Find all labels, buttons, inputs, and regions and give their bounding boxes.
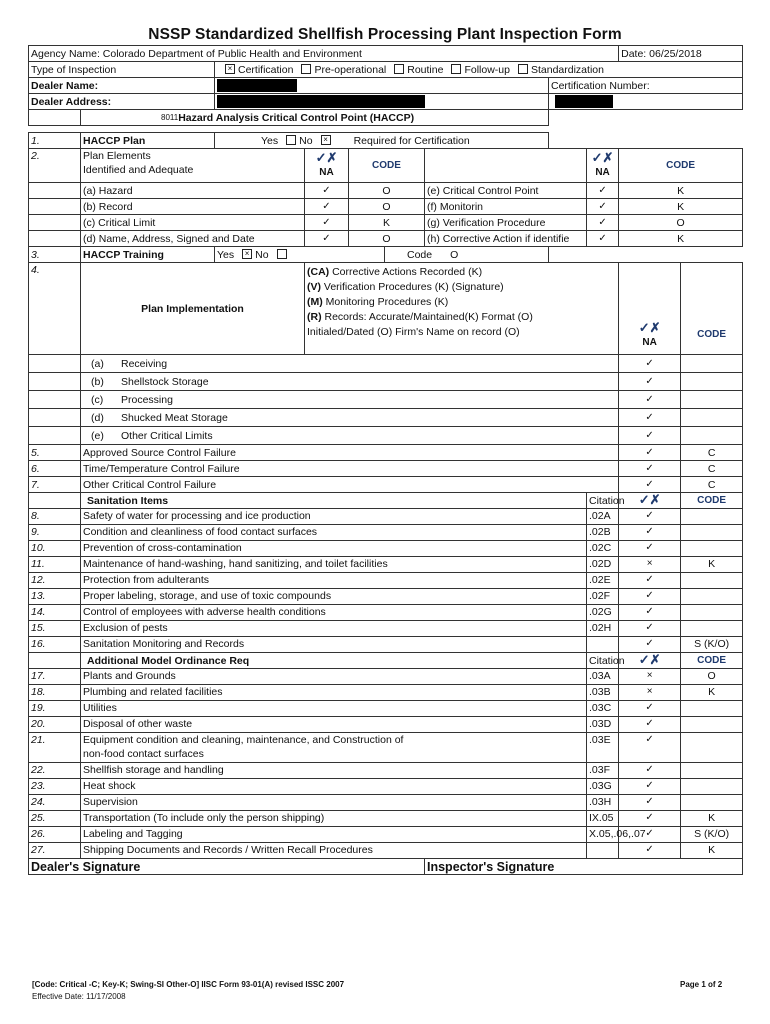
item-code: [681, 701, 743, 717]
item-label-cell: [81, 573, 587, 589]
item-label-cell: [81, 733, 587, 763]
date-value: 06/25/2018: [649, 47, 702, 60]
item-citation: .03G: [587, 779, 619, 795]
check-x-icon: ✓✗: [638, 320, 661, 335]
item-check: ✓: [619, 589, 681, 605]
item-code: S (K/O): [681, 637, 743, 653]
item-code: [681, 409, 743, 427]
item-label: Control of employees with adverse health conditions: [83, 606, 326, 618]
item-label-cell: [81, 509, 587, 525]
item-label-cell: [81, 621, 587, 637]
item-code: S (K/O): [681, 827, 743, 843]
row-number: 24.: [29, 795, 81, 811]
item-label: Shellfish storage and handling: [83, 764, 224, 776]
item-citation: .02H: [587, 621, 619, 637]
type-checkbox-4[interactable]: [518, 64, 528, 74]
implementation-note: [307, 280, 616, 295]
blank: [29, 355, 81, 373]
item-check: ✓: [619, 355, 681, 373]
row-number: 6.: [29, 461, 81, 477]
item-citation: .03E: [587, 733, 619, 763]
item-label: Transportation (To include only the person shipping): [83, 812, 325, 824]
item-check: ✓: [619, 733, 681, 763]
note-text: Verification Procedures (K) (Signature): [321, 281, 504, 293]
row-number: 23.: [29, 779, 81, 795]
implementation-item: [81, 373, 619, 391]
item-citation: .03C: [587, 701, 619, 717]
code-header: CODE: [681, 263, 743, 355]
form-title: NSSP Standardized Shellfish Processing Plant Inspection Form: [148, 26, 622, 43]
item-citation: .02C: [587, 541, 619, 557]
row-number: 17.: [29, 669, 81, 685]
blank: [29, 183, 81, 199]
item-code: K: [681, 843, 743, 859]
footer-codes: [Code: Critical -C; Key-K; Swing-SI Other-O] IISC Form 93-01(A) revised ISSC 2007: [32, 980, 345, 989]
item-label: Condition and cleanliness of food contact surfaces: [83, 526, 318, 538]
check-x-header: [619, 653, 681, 669]
failure-check: ✓: [619, 477, 681, 493]
na-label: NA: [595, 167, 610, 178]
item-check: ✓: [619, 717, 681, 733]
blank: [29, 493, 81, 509]
plan-elements-line1: Plan Elements: [83, 150, 151, 162]
check-x-header: [619, 493, 681, 509]
no-checkbox[interactable]: ×: [321, 135, 331, 145]
type-label-0: Certification: [238, 63, 294, 76]
haccp-training-answer: [215, 247, 385, 263]
dealer-name-value: [215, 78, 549, 94]
dealer-name-label: Dealer Name:: [29, 78, 215, 94]
row-number: 20.: [29, 717, 81, 733]
failure-check: ✓: [619, 461, 681, 477]
note-text: Initialed/Dated (O) Firm's Name on record (O): [307, 326, 520, 338]
row-number: 13.: [29, 589, 81, 605]
item-label-cell: [81, 701, 587, 717]
row-number: 1.: [29, 133, 81, 149]
implementation-item: [81, 355, 619, 373]
item-label: Prevention of cross-contamination: [83, 542, 242, 554]
item-label: Heat shock: [83, 780, 136, 792]
item-label: Supervision: [83, 796, 138, 808]
item-label: Plants and Grounds: [83, 670, 176, 682]
item-check: ✓: [619, 573, 681, 589]
item-label-cell: [81, 779, 587, 795]
blank: [29, 653, 81, 669]
na-header: [619, 263, 681, 355]
item-label-cell: [81, 589, 587, 605]
plan-element-label: (h) Corrective Action if identifie: [425, 231, 587, 247]
type-label-2: Routine: [407, 63, 444, 76]
item-label: Protection from adulterants: [83, 574, 210, 586]
no-checkbox[interactable]: [277, 249, 287, 259]
yes-label: Yes: [217, 248, 235, 261]
item-label-cell: [81, 763, 587, 779]
yes-label: Yes: [261, 134, 279, 147]
type-checkbox-1[interactable]: [301, 64, 311, 74]
item-code: [681, 621, 743, 637]
implementation-note: [307, 295, 616, 310]
item-letter: (d): [91, 411, 104, 424]
type-checkbox-0[interactable]: ×: [225, 64, 235, 74]
item-citation: .03B: [587, 685, 619, 701]
item-label-cell: [81, 795, 587, 811]
row-number: 27.: [29, 843, 81, 859]
type-label-3: Follow-up: [464, 63, 510, 76]
haccp-title-cell: [81, 110, 549, 126]
no-label: No: [255, 248, 269, 261]
training-code-cell: [385, 247, 549, 263]
plan-element-label: (a) Hazard: [81, 183, 305, 199]
item-label: Exclusion of pests: [83, 622, 168, 634]
item-check: ✓: [619, 541, 681, 557]
row-number: 4.: [29, 263, 81, 355]
row-number: 19.: [29, 701, 81, 717]
item-citation: X.05,.06,.07: [587, 827, 619, 843]
row-number: 8.: [29, 509, 81, 525]
haccp-title: Hazard Analysis Critical Control Point (HACCP): [178, 111, 415, 124]
failure-label: Approved Source Control Failure: [81, 445, 619, 461]
spacer: [29, 126, 743, 133]
item-label: Labeling and Tagging: [83, 828, 183, 840]
item-citation: .02F: [587, 589, 619, 605]
item-check: ✓: [619, 843, 681, 859]
na-label: NA: [319, 167, 334, 178]
note-key: (M): [307, 296, 323, 308]
blank: [29, 231, 81, 247]
footer-effective-date: Effective Date: 11/17/2008: [32, 992, 126, 1001]
item-label: Equipment condition and cleaning, maintenance, and Construction of: [83, 734, 404, 746]
code-header: CODE: [681, 493, 743, 509]
failure-code: C: [681, 461, 743, 477]
item-check: ✓: [619, 811, 681, 827]
item-label-cell: [81, 605, 587, 621]
cert-number-label: Certification Number:: [549, 78, 743, 94]
implementation-item: [81, 409, 619, 427]
plan-element-label: (b) Record: [81, 199, 305, 215]
plan-element-code: O: [619, 215, 743, 231]
note-text: Corrective Actions Recorded (K): [329, 266, 483, 278]
cert-number-value: [549, 94, 743, 110]
item-check: ✓: [619, 605, 681, 621]
date-label: Date:: [621, 47, 647, 60]
row-number: 15.: [29, 621, 81, 637]
code-header: CODE: [681, 653, 743, 669]
code-header-right: CODE: [619, 149, 743, 183]
failure-code: C: [681, 477, 743, 493]
plan-elements-label: [81, 149, 305, 183]
item-label: Receiving: [121, 357, 168, 370]
item-label: Proper labeling, storage, and use of toxic compounds: [83, 590, 332, 602]
row-number: 21.: [29, 733, 81, 763]
redaction: [217, 79, 297, 92]
zip-fragment-text: 8011: [161, 112, 179, 122]
item-code: [681, 795, 743, 811]
item-code: [681, 541, 743, 557]
yes-checkbox[interactable]: ×: [242, 249, 252, 259]
item-code: K: [681, 811, 743, 827]
item-code: [681, 509, 743, 525]
item-label: Shellstock Storage: [121, 375, 209, 388]
item-label: Sanitation Monitoring and Records: [83, 638, 245, 650]
item-citation: .03A: [587, 669, 619, 685]
plan-element-code: O: [349, 231, 425, 247]
failure-label: Time/Temperature Control Failure: [81, 461, 619, 477]
row-number: 11.: [29, 557, 81, 573]
na-header-right: [587, 149, 619, 183]
item-check: ✓: [619, 427, 681, 445]
item-label-cell: [81, 717, 587, 733]
type-checkbox-2[interactable]: [394, 64, 404, 74]
blank: [549, 110, 743, 126]
implementation-note: [307, 325, 616, 340]
blank: [29, 373, 81, 391]
blank: [29, 409, 81, 427]
blank: [425, 149, 587, 183]
item-label-cell: [81, 685, 587, 701]
item-check: ×: [619, 557, 681, 573]
item-code: [681, 763, 743, 779]
item-check: ✓: [619, 795, 681, 811]
dealer-address-label: Dealer Address:: [29, 94, 215, 110]
failure-code: C: [681, 445, 743, 461]
redaction: [555, 95, 613, 108]
implementation-item: [81, 427, 619, 445]
item-code: [681, 779, 743, 795]
item-code: [681, 427, 743, 445]
plan-element-code: K: [619, 183, 743, 199]
row-number: 5.: [29, 445, 81, 461]
citation-header: Citation: [587, 493, 619, 509]
item-label: Shipping Documents and Records / Written Recall Procedures: [83, 844, 373, 856]
item-check: ✓: [619, 373, 681, 391]
item-check: ✓: [619, 779, 681, 795]
note-key: (V): [307, 281, 321, 293]
item-check: ✓: [619, 525, 681, 541]
plan-element-label: (c) Critical Limit: [81, 215, 305, 231]
na-header: [305, 149, 349, 183]
row-number: 10.: [29, 541, 81, 557]
item-check: ✓: [619, 391, 681, 409]
section-header: Additional Model Ordinance Req: [81, 653, 587, 669]
item-code: K: [681, 557, 743, 573]
item-label: Plumbing and related facilities: [83, 686, 223, 698]
zip-fragment: [29, 110, 81, 126]
plan-element-check: ✓: [305, 199, 349, 215]
item-code: O: [681, 669, 743, 685]
inspection-form: [28, 45, 743, 875]
blank: [29, 215, 81, 231]
item-citation: .02B: [587, 525, 619, 541]
item-citation: [587, 843, 619, 859]
plan-element-check: ✓: [305, 215, 349, 231]
item-citation: .02G: [587, 605, 619, 621]
row-number: 3.: [29, 247, 81, 263]
item-citation: .02E: [587, 573, 619, 589]
item-citation: .03H: [587, 795, 619, 811]
failure-label: Other Critical Control Failure: [81, 477, 619, 493]
blank: [29, 199, 81, 215]
plan-element-label: (e) Critical Control Point: [425, 183, 587, 199]
row-number: 25.: [29, 811, 81, 827]
plan-element-code: K: [349, 215, 425, 231]
blank: [29, 427, 81, 445]
item-citation: .02A: [587, 509, 619, 525]
item-check: ✓: [619, 763, 681, 779]
plan-element-label: (f) Monitorin: [425, 199, 587, 215]
inspector-signature[interactable]: Inspector's Signature: [425, 859, 743, 875]
plan-element-code: O: [349, 183, 425, 199]
citation-header: Citation: [587, 653, 619, 669]
row-number: 7.: [29, 477, 81, 493]
item-citation: [587, 637, 619, 653]
row-number: 26.: [29, 827, 81, 843]
implementation-notes: [305, 263, 619, 355]
item-label: Shucked Meat Storage: [121, 411, 228, 424]
row-number: 14.: [29, 605, 81, 621]
note-key: (CA): [307, 266, 330, 278]
item-label-cell: [81, 525, 587, 541]
plan-element-check: ✓: [587, 183, 619, 199]
failure-check: ✓: [619, 445, 681, 461]
plan-element-code: O: [349, 199, 425, 215]
plan-element-label: (g) Verification Procedure: [425, 215, 587, 231]
implementation-note: [307, 265, 616, 280]
item-label-cell: [81, 541, 587, 557]
item-letter: (b): [91, 375, 104, 388]
item-code: K: [681, 685, 743, 701]
required-note: Required for Certification: [353, 134, 470, 147]
page-number: Page 1 of 2: [680, 980, 723, 989]
item-label-cell: [81, 557, 587, 573]
item-check: ✓: [619, 637, 681, 653]
check-x-icon: ✓✗: [591, 150, 614, 165]
item-code: [681, 717, 743, 733]
redaction: [217, 95, 425, 108]
agency-name: Agency Name: Colorado Department of Public Health and Environment: [29, 46, 619, 62]
item-label: Disposal of other waste: [83, 718, 193, 730]
item-label-cell: [81, 827, 587, 843]
no-label: No: [299, 134, 313, 147]
implementation-item: [81, 391, 619, 409]
section-header: Sanitation Items: [81, 493, 587, 509]
item-citation: .02D: [587, 557, 619, 573]
plan-element-label: (d) Name, Address, Signed and Date: [81, 231, 305, 247]
item-check: ×: [619, 669, 681, 685]
item-check: ✓: [619, 509, 681, 525]
item-letter: (c): [91, 393, 104, 406]
item-citation: IX.05: [587, 811, 619, 827]
yes-checkbox[interactable]: [286, 135, 296, 145]
item-check: ✓: [619, 827, 681, 843]
training-code: O: [450, 248, 459, 261]
type-of-inspection-label: Type of Inspection: [29, 62, 215, 78]
item-citation: .03D: [587, 717, 619, 733]
row-number: 9.: [29, 525, 81, 541]
row-number: 12.: [29, 573, 81, 589]
blank: [29, 391, 81, 409]
dealer-address-value: [215, 94, 549, 110]
item-label: Processing: [121, 393, 173, 406]
plan-element-check: ✓: [587, 215, 619, 231]
blank: [549, 247, 743, 263]
item-label: Safety of water for processing and ice production: [83, 510, 311, 522]
item-letter: (a): [91, 357, 104, 370]
item-check: ✓: [619, 621, 681, 637]
item-code: [681, 589, 743, 605]
row-number: 2.: [29, 149, 81, 183]
item-label: Maintenance of hand-washing, hand sanitizing, and toilet facilities: [83, 558, 388, 570]
item-code: [681, 605, 743, 621]
type-label-4: Standardization: [530, 63, 604, 76]
check-x-icon: ✓✗: [638, 652, 661, 667]
item-label-cont: non-food contact surfaces: [83, 748, 204, 760]
item-code: [681, 733, 743, 763]
na-label: NA: [642, 337, 657, 348]
item-code: [681, 525, 743, 541]
item-citation: .03F: [587, 763, 619, 779]
haccp-training-label: HACCP Training: [81, 247, 215, 263]
note-text: Records: Accurate/Maintained(K) Format (O): [321, 311, 533, 323]
note-text: Monitoring Procedures (K): [322, 296, 449, 308]
item-label: Utilities: [83, 702, 117, 714]
inspection-types: [215, 62, 743, 78]
row-number: 22.: [29, 763, 81, 779]
row-number: 18.: [29, 685, 81, 701]
type-checkbox-3[interactable]: [451, 64, 461, 74]
item-label-cell: [81, 637, 587, 653]
item-label-cell: [81, 843, 587, 859]
code-header: CODE: [349, 149, 425, 183]
item-code: [681, 355, 743, 373]
type-label-1: Pre-operational: [314, 63, 387, 76]
item-code: [681, 391, 743, 409]
plan-element-check: ✓: [587, 231, 619, 247]
dealer-signature[interactable]: Dealer's Signature: [29, 859, 425, 875]
plan-element-check: ✓: [587, 199, 619, 215]
plan-implementation-label: Plan Implementation: [81, 263, 305, 355]
row-number: 16.: [29, 637, 81, 653]
haccp-plan-label: HACCP Plan: [81, 133, 215, 149]
code-label: Code: [407, 248, 433, 261]
plan-element-code: K: [619, 199, 743, 215]
date-cell: [619, 46, 743, 62]
plan-element-code: K: [619, 231, 743, 247]
blank: [549, 133, 743, 149]
item-code: [681, 573, 743, 589]
item-check: ×: [619, 685, 681, 701]
plan-elements-line2: Identified and Adequate: [83, 164, 194, 176]
implementation-note: [307, 310, 616, 325]
plan-element-check: ✓: [305, 183, 349, 199]
note-key: (R): [307, 311, 322, 323]
item-check: ✓: [619, 701, 681, 717]
haccp-plan-answer: [215, 133, 549, 149]
check-x-icon: ✓✗: [315, 150, 338, 165]
item-code: [681, 373, 743, 391]
item-label: Other Critical Limits: [121, 429, 213, 442]
item-letter: (e): [91, 429, 104, 442]
plan-element-check: ✓: [305, 231, 349, 247]
check-x-icon: ✓✗: [638, 492, 661, 507]
item-label-cell: [81, 669, 587, 685]
item-label-cell: [81, 811, 587, 827]
item-check: ✓: [619, 409, 681, 427]
